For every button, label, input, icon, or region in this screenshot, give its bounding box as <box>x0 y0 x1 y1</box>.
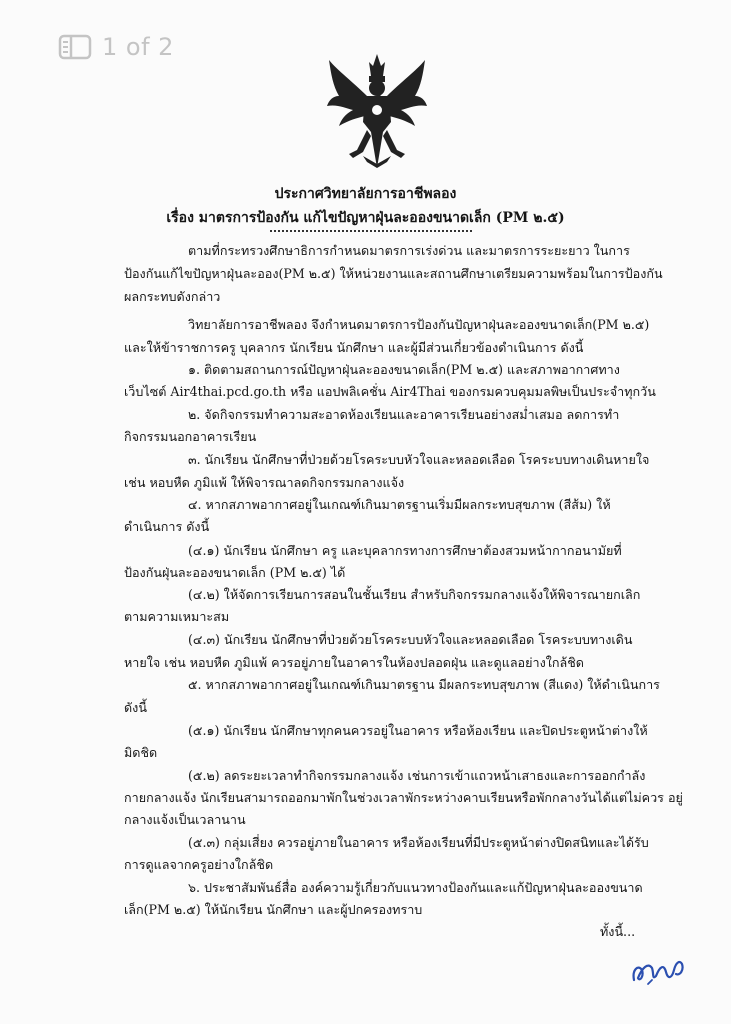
announcement-title: ประกาศวิทยาลัยการอาชีพลอง <box>274 186 457 202</box>
announcement-subject: เรื่อง มาตรการป้องกัน แก้ไขปัญหาฝุ่นละอองขนาดเล็ก (PM ๒.๕) <box>166 210 565 226</box>
body-line: ๓. นักเรียน นักศึกษาที่ป่วยด้วยโรคระบบหัวใจและหลอดเลือด โรคระบบทางเดินหายใจ <box>188 452 650 467</box>
body-line: กิจกรรมนอกอาคารเรียน <box>124 429 257 444</box>
body-line: (๕.๒) ลดระยะเวลาทำกิจกรรมกลางแจ้ง เช่นการเข้าแถวหน้าเสาธงและการออกกำลัง <box>188 768 646 783</box>
body-line: ดังนี้ <box>124 700 147 715</box>
body-line: ตามความเหมาะสม <box>124 609 230 624</box>
body-line: ๕. หากสภาพอากาศอยู่ในเกณฑ์เกินมาตรฐาน มีผลกระทบสุขภาพ (สีแดง) ให้ดำเนินการ <box>188 677 660 692</box>
page-indicator-text: 1 of 2 <box>102 33 174 61</box>
body-line: ป้องกันแก้ไขปัญหาฝุ่นละออง(PM ๒.๕) ให้หน่วยงานและสถานศึกษาเตรียมความพร้อมในการป้องกัน <box>124 266 663 281</box>
body-line: กลางแจ้งเป็นเวลานาน <box>124 812 246 827</box>
body-line: (๔.๒) ให้จัดการเรียนการสอนในชั้นเรียน สำหรับกิจกรรมกลางแจ้งให้พิจารณายกเลิก <box>188 587 641 602</box>
body-line: เล็ก(PM ๒.๕) ให้นักเรียน นักศึกษา และผู้ปกครองทราบ <box>124 902 423 917</box>
body-line: ผลกระทบดังกล่าว <box>124 289 221 304</box>
continued-marker: ทั้งนี้... <box>600 924 636 939</box>
body-line: ๔. หากสภาพอากาศอยู่ในเกณฑ์เกินมาตรฐานเริ่มมีผลกระทบสุขภาพ (สีส้ม) ให้ <box>188 497 611 512</box>
body-line: ๖. ประชาสัมพันธ์สื่อ องค์ความรู้เกี่ยวกับแนวทางป้องกันและแก้ปัญหาฝุ่นละอองขนาด <box>188 880 643 895</box>
body-line: (๕.๓) กลุ่มเสี่ยง ควรอยู่ภายในอาคาร หรือห้องเรียนที่มีประตูหน้าต่างปิดสนิทและได้รับ <box>188 835 649 850</box>
body-line: ๒. จัดกิจกรรมทำความสะอาดห้องเรียนและอาคารเรียนอย่างสม่ำเสมอ ลดการทำ <box>188 407 620 422</box>
body-line: วิทยาลัยการอาชีพลอง จึงกำหนดมาตรการป้องกันปัญหาฝุ่นละอองขนาดเล็ก(PM ๒.๕) <box>188 317 650 332</box>
body-line: เว็บไซต์ Air4thai.pcd.go.th หรือ แอปพลิเคชั่น Air4Thai ของกรมควบคุมมลพิษเป็นประจำทุกวัน <box>124 384 656 399</box>
body-line: (๔.๓) นักเรียน นักศึกษาที่ป่วยด้วยโรคระบบหัวใจและหลอดเลือด โรคระบบทางเดิน <box>188 632 633 647</box>
body-line: หายใจ เช่น หอบหืด ภูมิแพ้ ควรอยู่ภายในอาคารในห้องปลอดฝุ่น และดูแลอย่างใกล้ชิด <box>124 655 584 670</box>
body-line: การดูแลจากครูอย่างใกล้ชิด <box>124 857 274 872</box>
body-line: มิดชิด <box>124 745 158 760</box>
body-line: ป้องกันฝุ่นละอองขนาดเล็ก (PM ๒.๕) ได้ <box>124 565 346 580</box>
body-line: และให้ข้าราชการครู บุคลากร นักเรียน นักศึกษา และผู้มีส่วนเกี่ยวข้องดำเนินการ ดังนี้ <box>124 340 584 355</box>
body-line: เช่น หอบหืด ภูมิแพ้ ให้พิจารณาลดกิจกรรมกลางแจ้ง <box>124 475 405 490</box>
body-line: ๑. ติดตามสถานการณ์ปัญหาฝุ่นละอองขนาดเล็ก(PM ๒.๕) และสภาพอากาศทาง <box>188 362 620 377</box>
handwritten-initials <box>628 950 688 988</box>
body-line: กายกลางแจ้ง นักเรียนสามารถออกมาพักในช่วงเวลาพักระหว่างคาบเรียนหรือพักกลางวันได้แต่ไม่ควร อยู่ <box>124 790 683 805</box>
body-line: ดำเนินการ ดังนี้ <box>124 519 210 534</box>
body-line: (๕.๑) นักเรียน นักศึกษาทุกคนควรอยู่ในอาคาร หรือห้องเรียน และปิดประตูหน้าต่างให้ <box>188 723 648 738</box>
body-line: (๔.๑) นักเรียน นักศึกษา ครู และบุคลากรทางการศึกษาต้องสวมหน้ากากอนามัยที่ <box>188 543 622 558</box>
body-line: ตามที่กระทรวงศึกษาธิการกำหนดมาตรการเร่งด่วน และมาตรการระยะยาว ในการ <box>188 243 630 258</box>
